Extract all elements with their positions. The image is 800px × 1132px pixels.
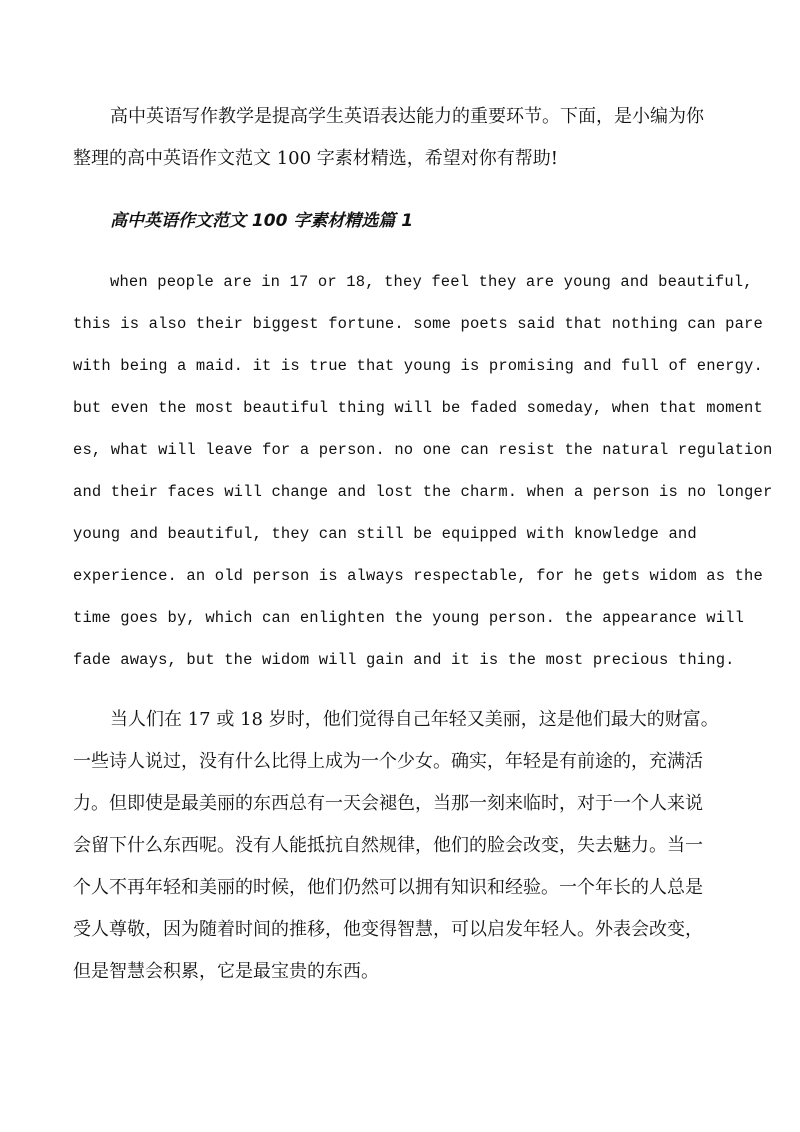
english-line-5: es, what will leave for a person. no one can resist the natural regulation — [73, 441, 773, 459]
english-line-2: this is also their biggest fortune. some poets said that nothing can pare — [73, 315, 763, 333]
chinese-line-2: 一些诗人说过，没有什么比得上成为一个少女。确实，年轻是有前途的，充满活 — [73, 751, 703, 772]
english-line-6: and their faces will change and lost the charm. when a person is no longer — [73, 483, 773, 501]
chinese-line-4: 会留下什么东西呢。没有人能抵抗自然规律，他们的脸会改变，失去魅力。当一 — [73, 835, 703, 856]
intro-line-1: 高中英语写作教学是提高学生英语表达能力的重要环节。下面，是小编为你 — [110, 106, 704, 127]
english-line-3: with being a maid. it is true that young is promising and full of energy. — [73, 357, 763, 375]
english-line-9: time goes by, which can enlighten the young person. the appearance will — [73, 609, 745, 627]
section-heading: 高中英语作文范文 100 字素材精选篇 1 — [110, 211, 414, 231]
english-line-4: but even the most beautiful thing will be faded someday, when that moment — [73, 399, 763, 417]
english-line-8: experience. an old person is always respectable, for he gets widom as the — [73, 567, 763, 585]
english-line-1: when people are in 17 or 18, they feel they are young and beautiful, — [110, 273, 753, 291]
english-line-10: fade aways, but the widom will gain and it is the most precious thing. — [73, 651, 735, 669]
chinese-line-5: 个人不再年轻和美丽的时候，他们仍然可以拥有知识和经验。一个年长的人总是 — [73, 877, 703, 898]
chinese-line-6: 受人尊敬，因为随着时间的推移，他变得智慧，可以启发年轻人。外表会改变， — [73, 919, 703, 940]
english-line-7: young and beautiful, they can still be equipped with knowledge and — [73, 525, 697, 543]
intro-line-2: 整理的高中英语作文范文 100 字素材精选，希望对你有帮助! — [73, 148, 559, 169]
chinese-line-1: 当人们在 17 或 18 岁时，他们觉得自己年轻又美丽，这是他们最大的财富。 — [110, 709, 719, 730]
chinese-line-3: 力。但即使是最美丽的东西总有一天会褪色，当那一刻来临时，对于一个人来说 — [73, 793, 703, 814]
chinese-line-7: 但是智慧会积累，它是最宝贵的东西。 — [73, 961, 379, 982]
